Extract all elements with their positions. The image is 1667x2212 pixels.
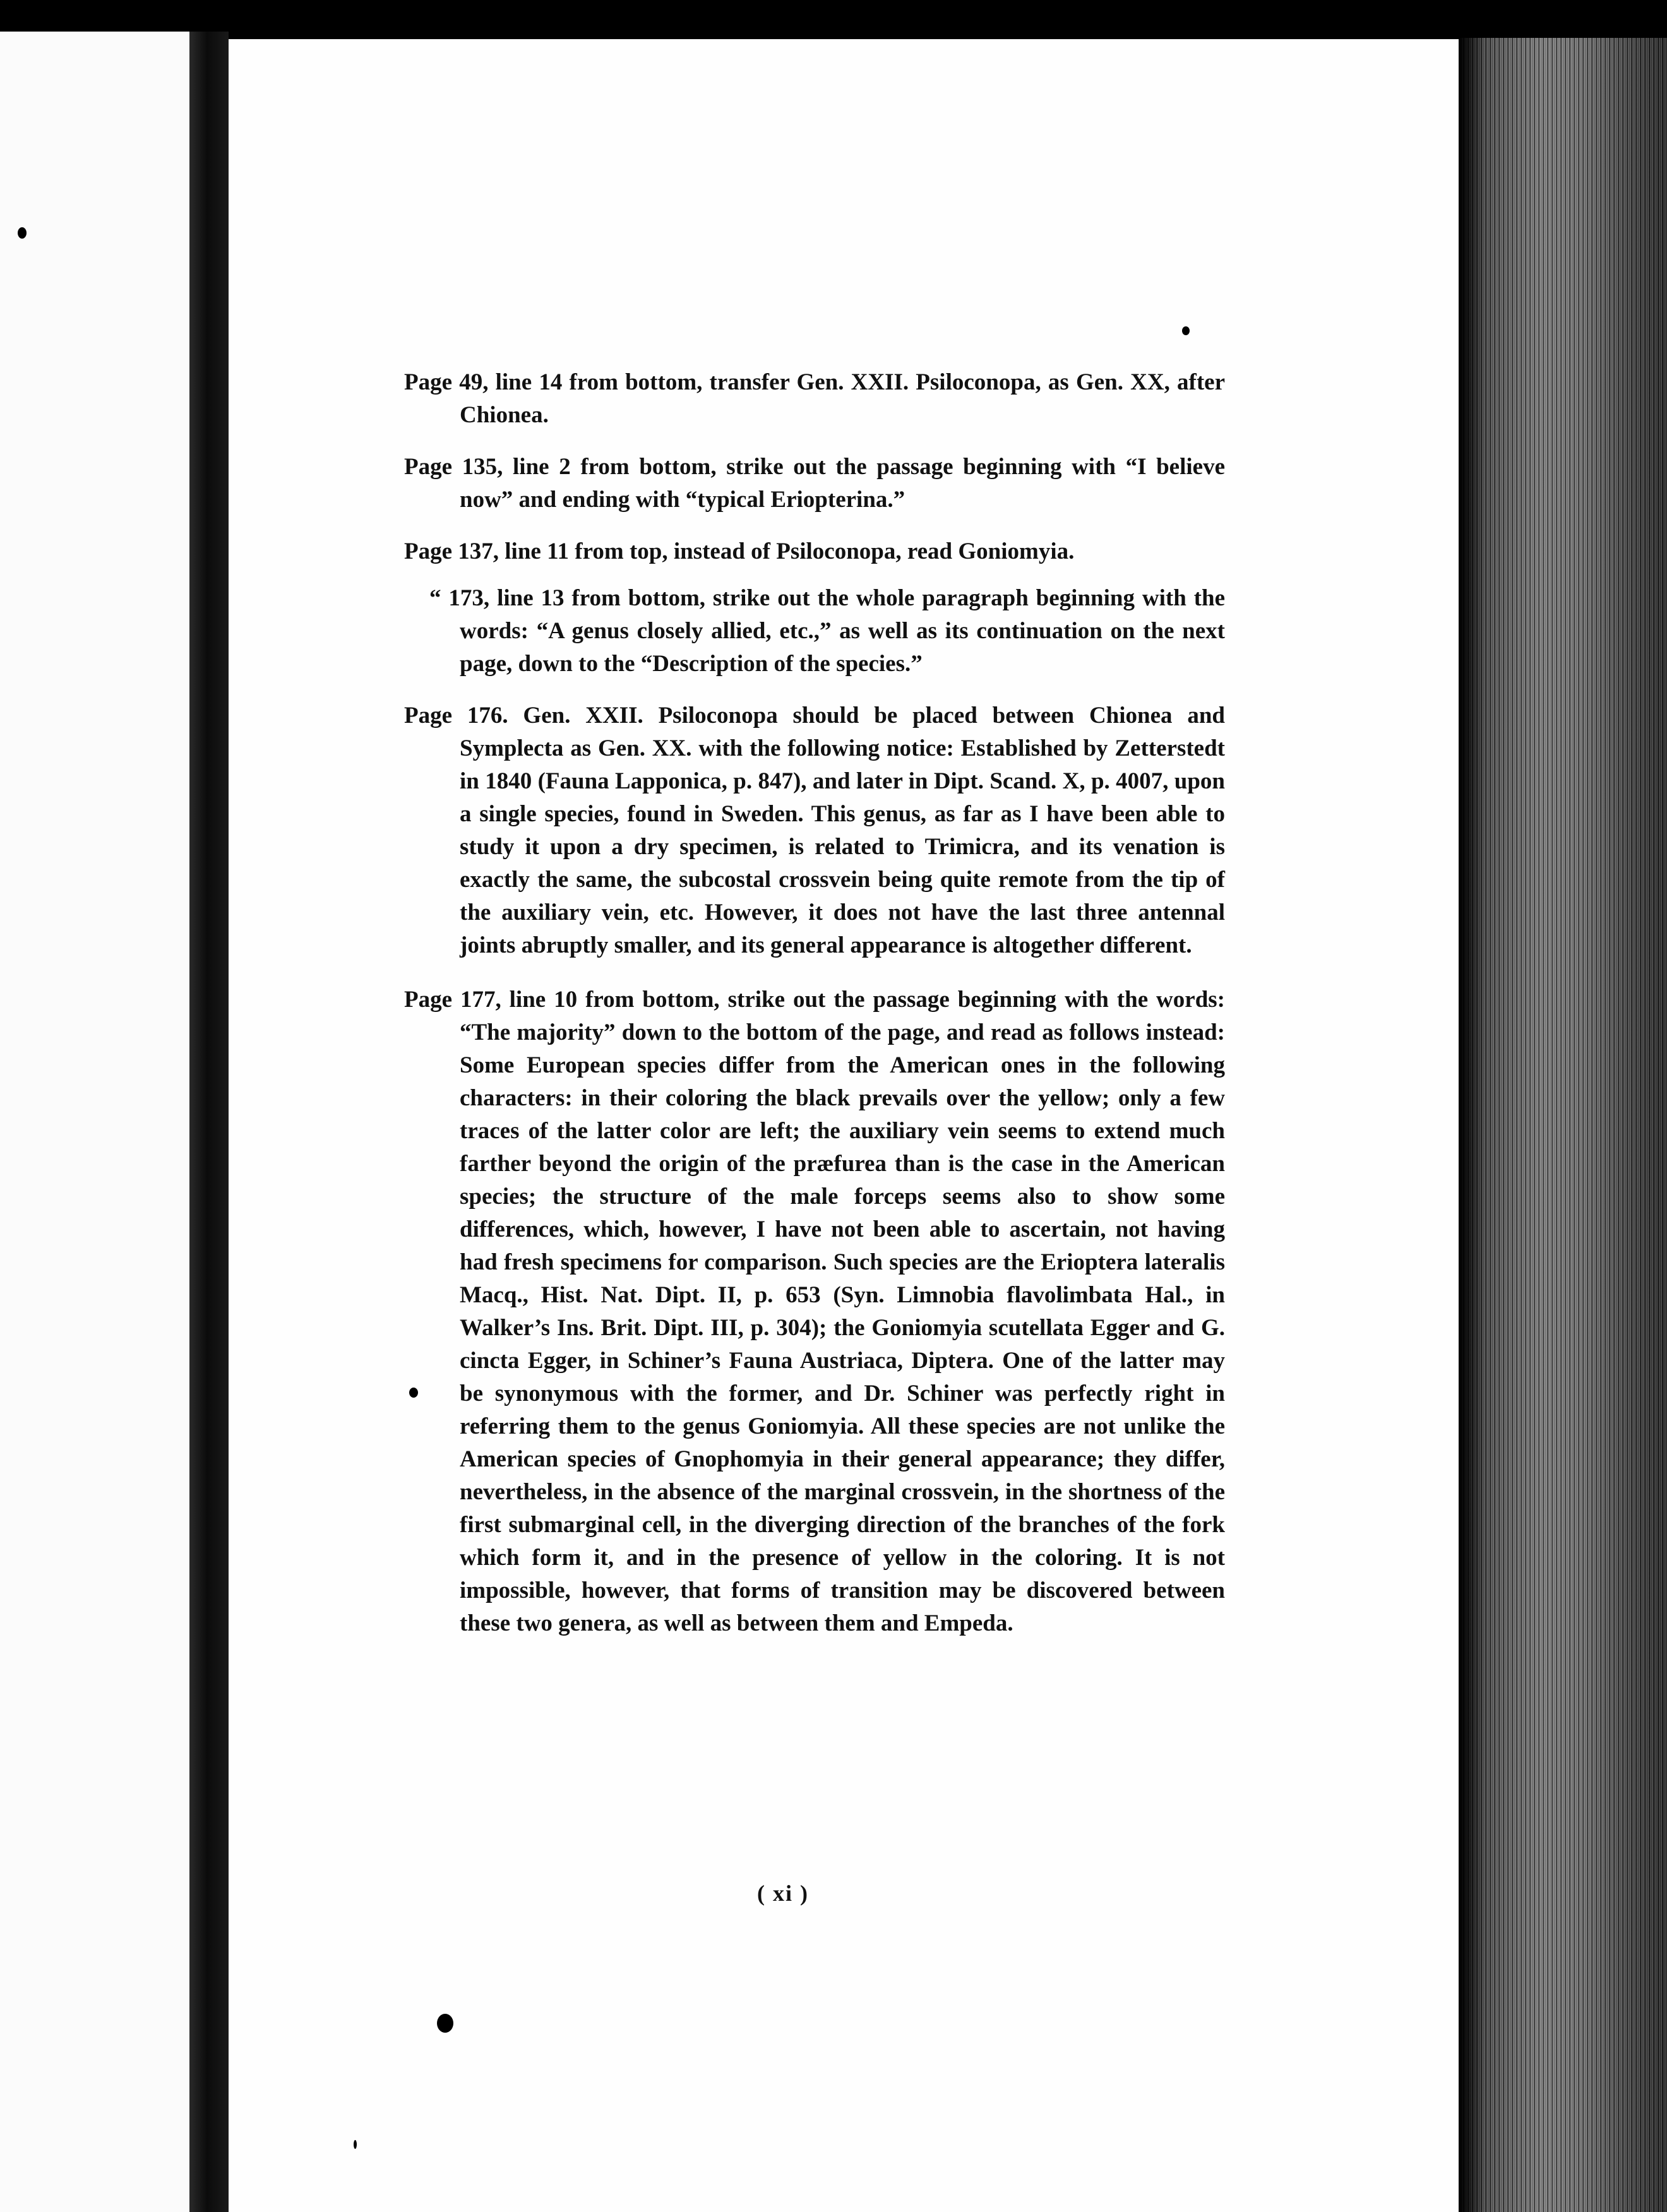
book-edge-shadow [1459,38,1484,2212]
entry-page-reference: Page 177, [404,987,501,1013]
entry-body: line 2 from bottom, strike out the passage beginning with “I believe now” and ending with “typical Eriopterina.” [460,454,1226,513]
errata-entry [404,535,1225,568]
entry-body: line 14 from bottom, transfer Gen. XXII. Psiloconopa, as Gen. XX, after Chionea. [460,369,1225,428]
entry-page-reference: “ 173, [429,585,490,611]
ink-speck [354,2140,357,2149]
errata-entry [404,984,1225,1640]
entry-page-reference: Page 49, [404,369,489,395]
errata-entry [404,451,1225,516]
entry-body: line 10 from bottom, strike out the passage beginning with the words: “The majority” down to the bottom of the page, and read as follows instead: Some European species differ from the American ones in the following characters: in their coloring the black prevails over the yellow; only a few traces of the latter color are left; the auxiliary vein seems to extend much farther beyond the origin of the præfurea than is the case in the American species; the structure of the male forceps seems also to show some differences, which, however, I have not been able to ascertain, not having had fresh specimens for comparison. Such species are the Erioptera lateralis Macq., Hist. Nat. Dipt. II, p. 653 (Syn. Limnobia flavolimbata Hal., in Walker’s Ins. Brit. Dipt. III, p. 304); the Goniomyia scutellata Egger and G. cincta Egger, in Schiner’s Fauna Austriaca, Diptera. One of the latter may be synonymous with the former, and Dr. Schiner was perfectly right in referring them to the genus Goniomyia. All these species are not unlike the American species of Gnophomyia in their general appearance; they differ, nevertheless, in the absence of the marginal crossvein, in the shortness of the first submarginal cell, in the diverging direction of the branches of the fork which form it, and in the presence of yellow in the coloring. It is not impossible, however, that forms of transition may be discovered between these two genera, as well as between them and Empeda. [460,987,1225,1636]
ink-speck [437,2014,453,2033]
errata-entry [404,699,1225,962]
book-page-edges [1459,38,1667,2212]
page-folio: ( xi ) [757,1881,809,1906]
errata-entry [404,582,1225,681]
errata-entry [404,366,1225,432]
entry-body: Gen. XXII. Psiloconopa should be placed between Chionea and Symplecta as Gen. XX. with the following notice: Established by Zetterstedt in 1840 (Fauna Lapponica, p. 847), and later in Dipt. Scand. X, p. 4007, upon a single species, found in Sweden. This genus, as far as I have been able to study it upon a dry specimen, is related to Trimicra, and its venation is exactly the same, the subcostal crossvein being quite remote from the tip of the auxiliary vein, etc. However, it does not have the last three antennal joints abruptly smaller, and its general appearance is altogether different. [460,703,1226,958]
scan-top-border [0,0,1667,44]
book-gutter [189,32,229,2212]
entry-page-reference: Page 137, [404,538,499,564]
ink-speck [1182,326,1190,335]
ink-speck [18,227,27,239]
left-facing-page [0,32,189,2212]
entry-body: line 11 from top, instead of Psiloconopa, read Goniomyia. [505,538,1075,564]
errata-text-block [404,366,1225,1640]
entry-page-reference: Page 135, [404,454,503,480]
entry-page-reference: Page 176. [404,703,508,728]
entry-body: line 13 from bottom, strike out the whole paragraph beginning with the words: “A genus closely allied, etc.,” as well as its continuation on the next page, down to the “Description of the species.” [460,585,1225,677]
